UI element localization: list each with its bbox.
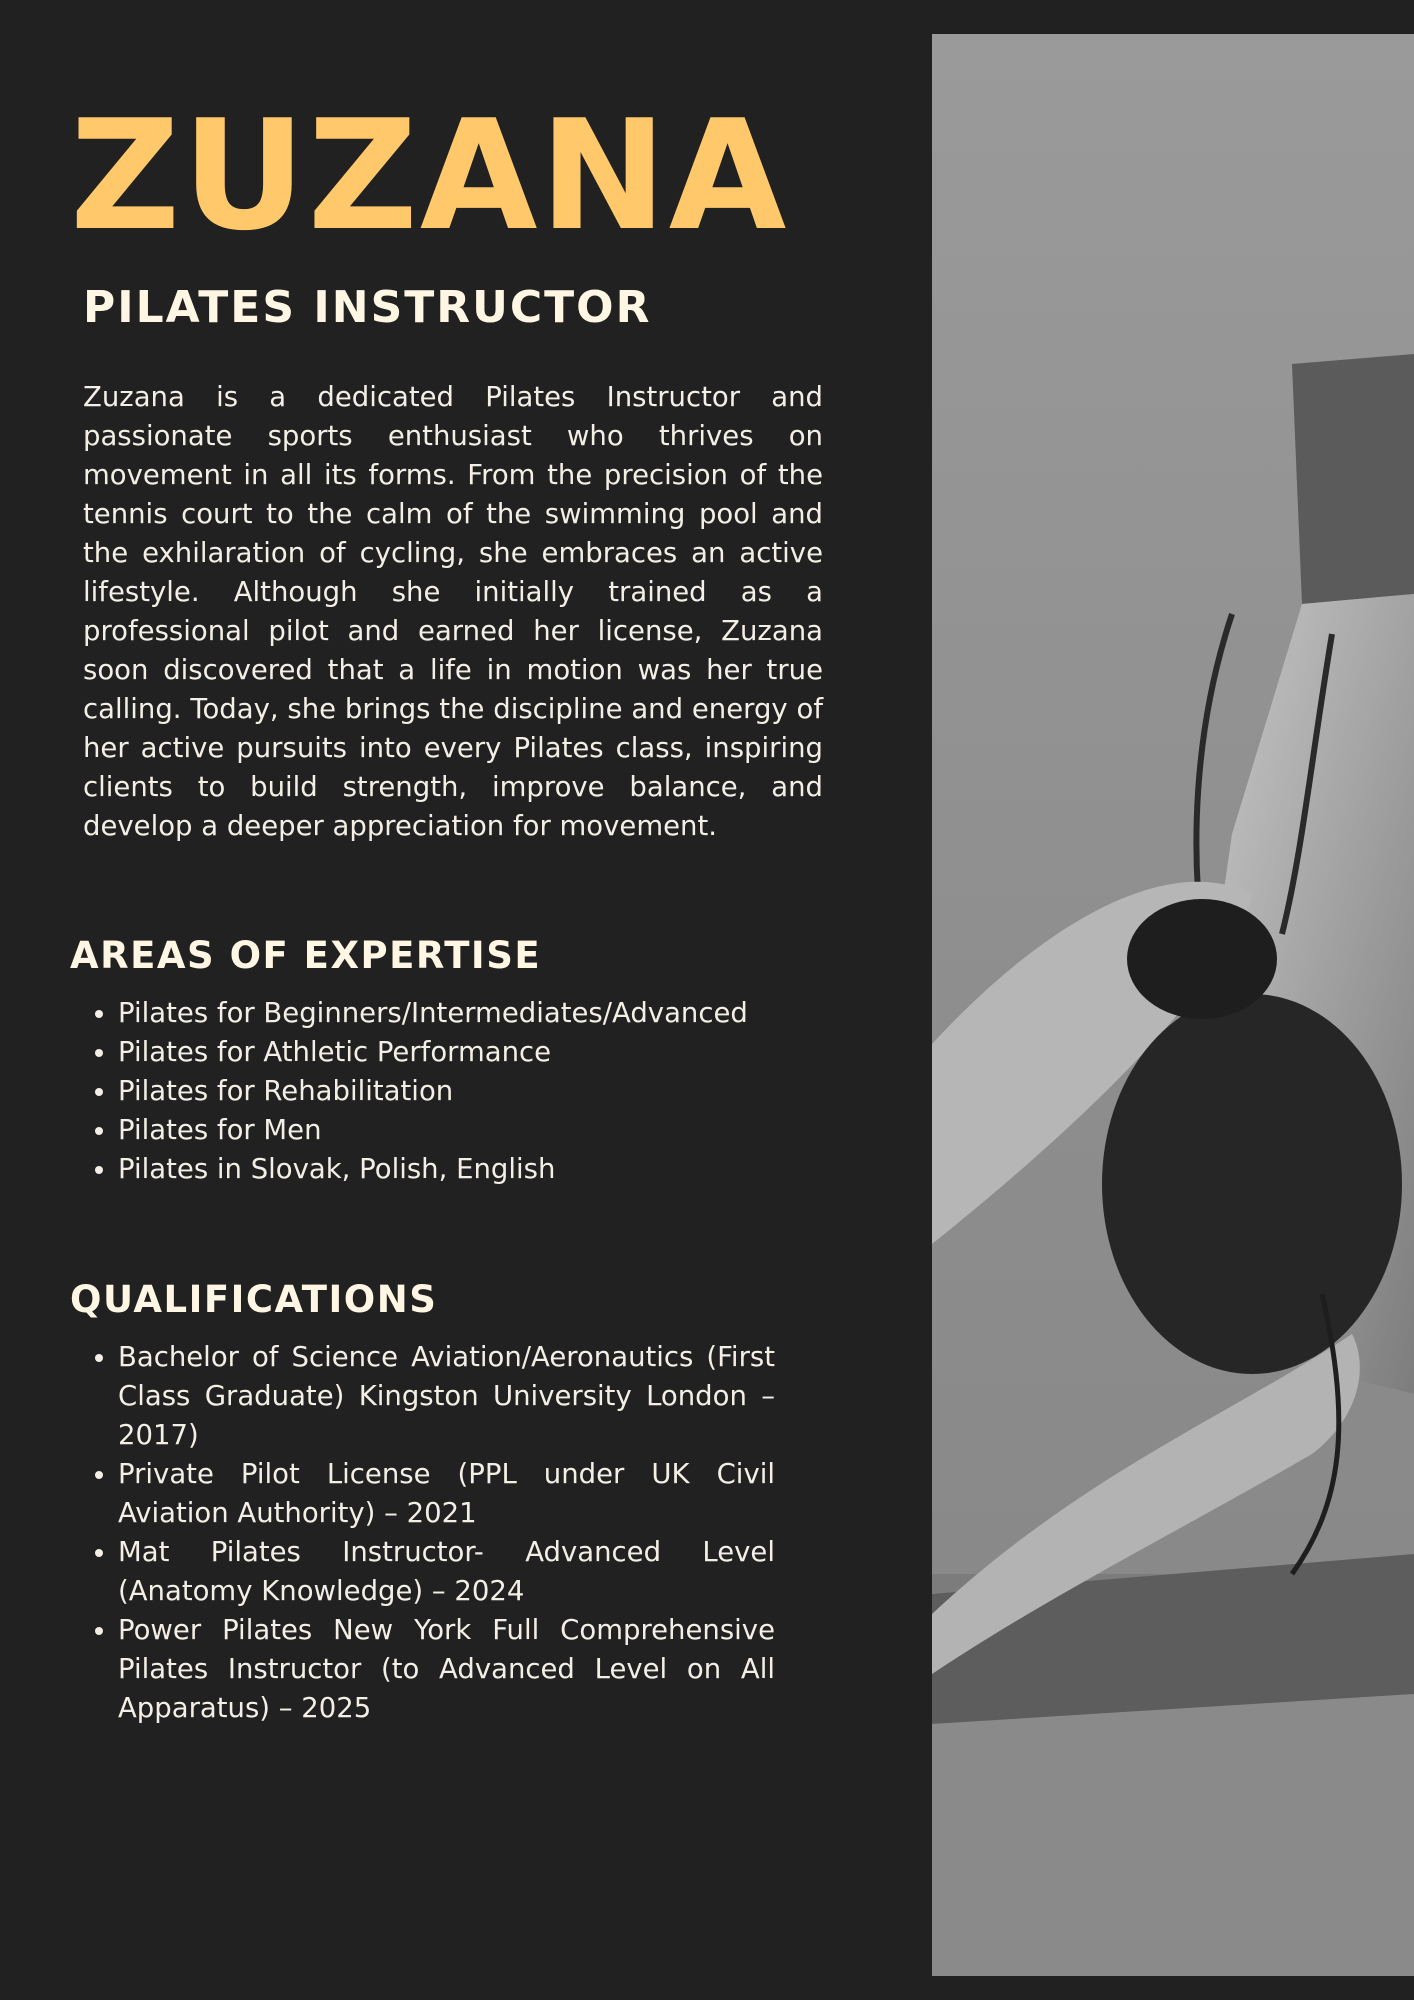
photo-illustration: [932, 34, 1414, 1976]
expertise-heading: AREAS OF EXPERTISE: [70, 934, 542, 977]
qualifications-heading: QUALIFICATIONS: [70, 1278, 438, 1321]
list-item: • Mat Pilates Instructor- Advanced Level (Anatomy Knowledge) – 2024: [118, 1533, 775, 1611]
list-item: • Private Pilot License (PPL under UK Civil Aviation Authority) – 2021: [118, 1455, 775, 1533]
expertise-list: [83, 994, 858, 1189]
list-item: • Pilates for Beginners/Intermediates/Advanced: [118, 994, 858, 1033]
instructor-role: PILATES INSTRUCTOR: [83, 282, 652, 333]
instructor-name: ZUZANA: [70, 87, 789, 264]
bio-paragraph: Zuzana is a dedicated Pilates Instructor and passionate sports enthusiast who thrives on movement in all its forms. From the precision of the tennis court to the calm of the swimming pool and the exhilaration of cycling, she embraces an active lifestyle. Although she initially trained as a professional pilot and earned her license, Zuzana soon discovered that a life in motion was her true calling. Today, she brings the discipline and energy of her active pursuits into every Pilates class, inspiring clients to build strength, improve balance, and develop a deeper appreciation for movement.: [83, 381, 823, 842]
list-item: • Pilates for Men: [118, 1111, 858, 1150]
list-item: • Bachelor of Science Aviation/Aeronautics (First Class Graduate) Kingston University London – 2017): [118, 1338, 775, 1455]
instructor-photo: [932, 34, 1414, 1976]
list-item: • Pilates for Rehabilitation: [118, 1072, 858, 1111]
qualifications-list: [83, 1338, 775, 1728]
list-item: • Pilates in Slovak, Polish, English: [118, 1150, 858, 1189]
list-item: • Power Pilates New York Full Comprehensive Pilates Instructor (to Advanced Level on All Apparatus) – 2025: [118, 1611, 775, 1728]
list-item: • Pilates for Athletic Performance: [118, 1033, 858, 1072]
